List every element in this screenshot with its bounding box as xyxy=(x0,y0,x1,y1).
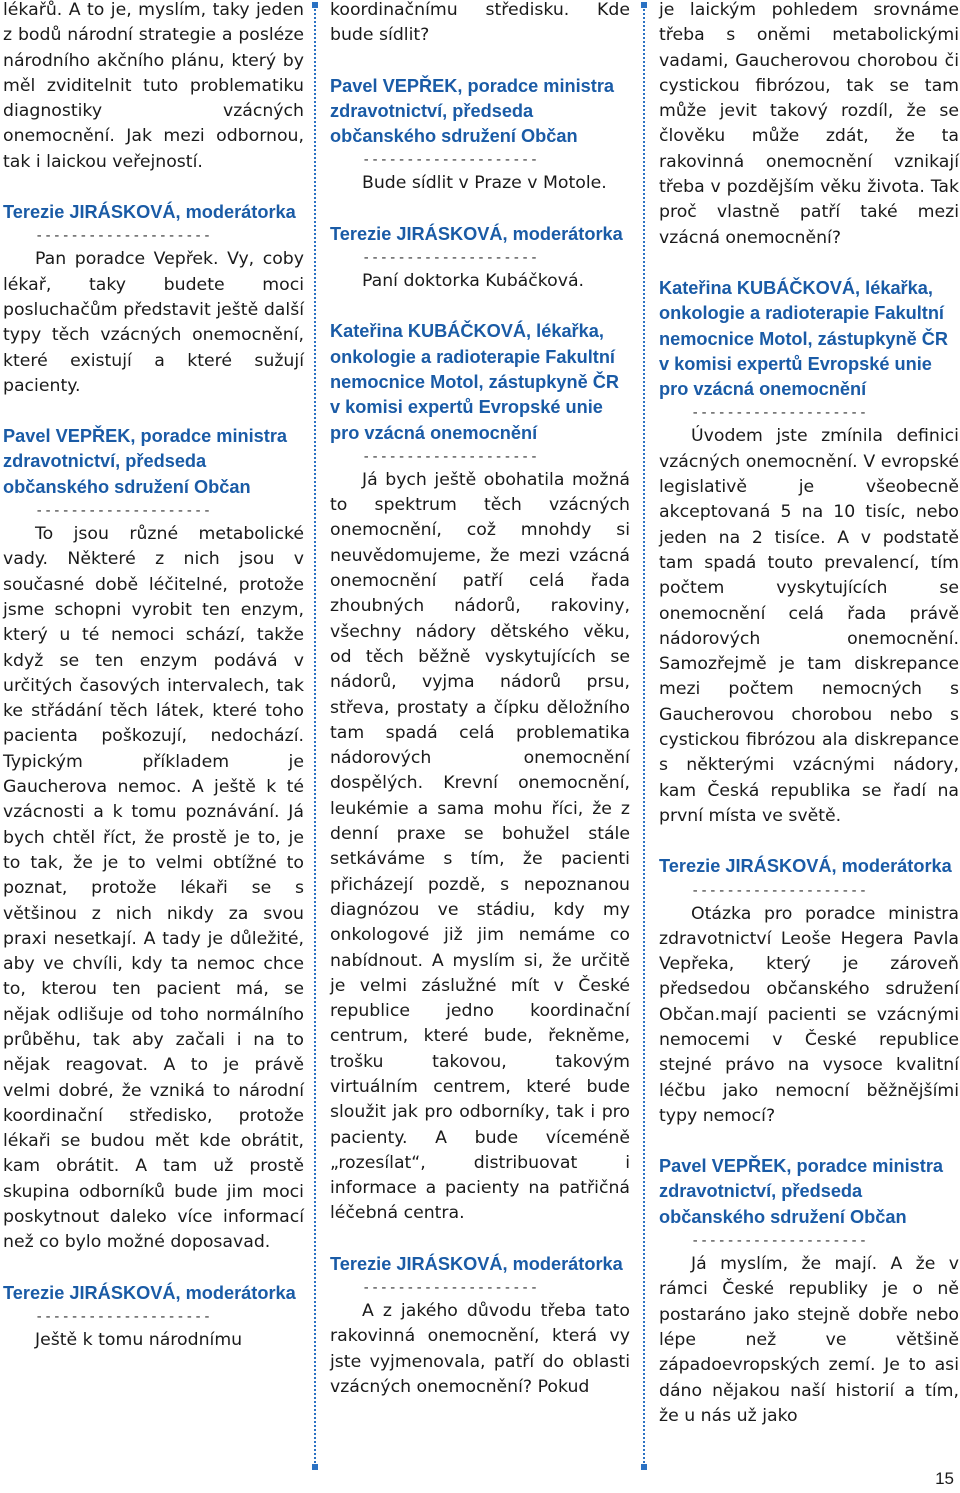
page-number: 15 xyxy=(935,1469,954,1488)
column-2 xyxy=(330,0,630,1425)
speaker-separator: -------------------- xyxy=(691,1233,868,1250)
speaker-name: Terezie JIRÁSKOVÁ, moderátorka xyxy=(3,202,296,223)
speaker-separator: -------------------- xyxy=(35,228,212,245)
column-1 xyxy=(3,0,304,1378)
speaker-separator: -------------------- xyxy=(35,1308,212,1325)
speaker-name: Pavel VEPŘEK, poradce ministra zdravotnictví, předseda občanského sdružení Občan xyxy=(330,75,615,147)
column-divider-2 xyxy=(643,6,645,1466)
body-paragraph: Ještě k tomu národnímu xyxy=(35,1329,243,1350)
divider-cap-top xyxy=(312,2,318,8)
body-paragraph: Já myslím, že mají. A že v rámci České republiky je o ně postaráno jako stejně dobře nebo lépe než ve většině západoevropských zemí. Je to asi dáno nějakou naší historií a tím, že u nás už jako xyxy=(659,1254,959,1426)
continued-text xyxy=(659,0,959,251)
speaker-separator: -------------------- xyxy=(691,405,868,422)
speaker-separator: -------------------- xyxy=(362,250,539,267)
dialogue-turn xyxy=(330,1252,630,1400)
body-paragraph: Otázka pro poradce ministra zdravotnictví Leoše Hegera Pavla Vepřeka, který je zároveň předsedou občanského sdružení Občan.mají pacienti se vzácnými nemocemi v České republice stejné právo na vysoce kvalitní léčbu jako nemocní běžnějšími typy nemocí? xyxy=(659,903,959,1126)
dialogue-turn xyxy=(330,74,630,197)
dialogue-turn xyxy=(659,1154,959,1429)
speaker-name: Kateřina KUBÁČKOVÁ, lékařka, onkologie a radioterapie Fakultní nemocnice Motol, zástupkyně ČR v komisi expertů Evropské unie pro vzácná onemocnění xyxy=(659,277,949,400)
speaker-separator: -------------------- xyxy=(691,882,868,899)
speaker-name: Pavel VEPŘEK, poradce ministra zdravotnictví, předseda občanského sdružení Občan xyxy=(659,1156,944,1227)
divider-cap-top xyxy=(641,2,647,8)
speaker-separator: -------------------- xyxy=(362,448,539,465)
dialogue-turn xyxy=(659,276,959,829)
dialogue-turn xyxy=(3,200,304,399)
speaker-separator: -------------------- xyxy=(362,152,539,169)
body-paragraph: je laickým pohledem srovnáme třeba s oněmi metabolickými vadami, Gaucherovou chorobou či cystickou fibrózou, tak se tam může jevit takový rozdíl, že se člověku může zdát, že ta rakovinná onemocnění vznikají třeba v pozdějším věku života. Tak proč vlastně patří také mezi vzácná onemocnění? xyxy=(659,0,959,248)
dialogue-turn xyxy=(330,319,630,1226)
dialogue-turn xyxy=(659,854,959,1129)
continued-text xyxy=(330,0,630,49)
dialogue-turn xyxy=(330,222,630,295)
speaker-name: Kateřina KUBÁČKOVÁ, lékařka, onkologie a radioterapie Fakultní nemocnice Motol, zástupkyně ČR v komisi expertů Evropské unie pro vzácná onemocnění xyxy=(330,321,620,443)
divider-cap-bottom xyxy=(641,1464,647,1470)
body-paragraph: A z jakého důvodu třeba tato rakovinná onemocnění, která vy jste vyjmenovala, patří do oblasti vzácných onemocnění? Pokud xyxy=(330,1301,630,1397)
body-paragraph: Já bych ještě obohatila možná to spektrum těch vzácných onemocnění, což mnohdy si neuvědomujeme, že mezi vzácná onemocnění patří celá řada zhoubných nádorů, rakoviny, všechny nádory dětského věku, od těch běžně vyskytujících se nádorů, vyjma nádorů prsu, střeva, prostaty a čípku děložního tam spadá celá problematika nádorových onemocnění dospělých. Krevní onemocnění, leukémie a sama mohu říci, že z denní praxe se bohužel stále setkáváme s tím, že pacienti přicházejí pozdě, s nepoznanou diagnózou ve stádiu, kdy my onkologové již jim nemáme co nabídnout. A myslím si, že určitě je velmi záslužné mít v České republice jedno koordinační centrum, které bude, řekněme, trošku takovou, takovým virtuálním centrem, které bude sloužit jak pro odborníky, tak i pro pacienty. A bude víceméně „rozesílat“, distribuovat i informace a pacienty na patřičná léčebná centra. xyxy=(330,469,630,1224)
continued-text xyxy=(3,0,304,175)
speaker-name: Terezie JIRÁSKOVÁ, moderátorka xyxy=(659,856,952,877)
column-3 xyxy=(659,0,959,1454)
speaker-name: Pavel VEPŘEK, poradce ministra zdravotnictví, předseda občanského sdružení Občan xyxy=(3,426,288,497)
dialogue-turn xyxy=(3,1281,304,1354)
speaker-name: Terezie JIRÁSKOVÁ, moderátorka xyxy=(3,1282,296,1303)
body-paragraph: Bude sídlit v Praze v Motole. xyxy=(362,173,607,194)
dialogue-turn xyxy=(3,424,304,1256)
column-divider-1 xyxy=(314,6,316,1466)
body-paragraph: To jsou různé metabolické vady. Některé z nich jsou v současné době léčitelné, protože jsme schopni vyrobit ten enzym, který u té nemoci schází, takže když se ten enzym podává v určitých časových intervalech, tak ke střádání těch látek, které toho pacienta poškozují, nedochází. Typickým příkladem je Gaucherova nemoc. A ještě k té vzácnosti a k tomu poznávání. Já bych chtěl říct, že prostě je to, je to tak, že je to velmi obtížné to poznat, protože lékaři se s většinou z nich nikdy za svou praxi nesetkají. A tady je důležité, aby ve chvíli, kdy ta nemoc chce to, kterou ten pacient má, se nějak odlišuje od toho normálního průběhu, tak aby začali i na to nějak reagovat. A to je právě velmi dobré, že vzniká to národní koordinační středisko, protože lékaři se budou mět kde obrátit, kam obrátit. A tam už prostě skupina odborníků bude jim moci poskytnout daleko více informací než co bylo možné doposavad. xyxy=(3,524,304,1253)
divider-cap-bottom xyxy=(312,1464,318,1470)
body-paragraph: Pan poradce Vepřek. Vy, coby lékař, taky budete moci posluchačům představit ještě další typy těch vzácných onemocnění, které existují a které sužují pacienty. xyxy=(3,249,304,396)
speaker-separator: -------------------- xyxy=(35,503,212,520)
speaker-name: Terezie JIRÁSKOVÁ, moderátorka xyxy=(330,223,623,244)
body-paragraph: Úvodem jste zmínila definici vzácných onemocnění. V evropské legislativě je všeobecně akceptovaná 5 na 10 tisíc, nebo jeden na 2 tisíce. A v podstatě tam spadá touto prevalencí, tím počtem vyskytujících se onemocnění celá řada právě nádorových onemocnění. Samozřejmě je tam diskrepance mezi počtem nemocných s Gaucherovou chorobou nebo s cystickou fibrózou ala diskrepance s některými vzácnými nádory, kam Česká republika se řadí na první místa ve světě. xyxy=(659,426,959,826)
speaker-separator: -------------------- xyxy=(362,1280,539,1297)
body-paragraph: Paní doktorka Kubáčková. xyxy=(362,271,585,292)
body-paragraph: koordinačnímu středisku. Kde bude sídlit? xyxy=(330,0,630,46)
body-paragraph: lékařů. A to je, myslím, taky jeden z bodů národní strategie a posléze národního akčního plánu, který by měl zviditelnit tuto problematiku diagnostiky vzácných onemocnění. Jak mezi odbornou, tak i laickou veřejností. xyxy=(3,0,304,172)
speaker-name: Terezie JIRÁSKOVÁ, moderátorka xyxy=(330,1253,623,1274)
